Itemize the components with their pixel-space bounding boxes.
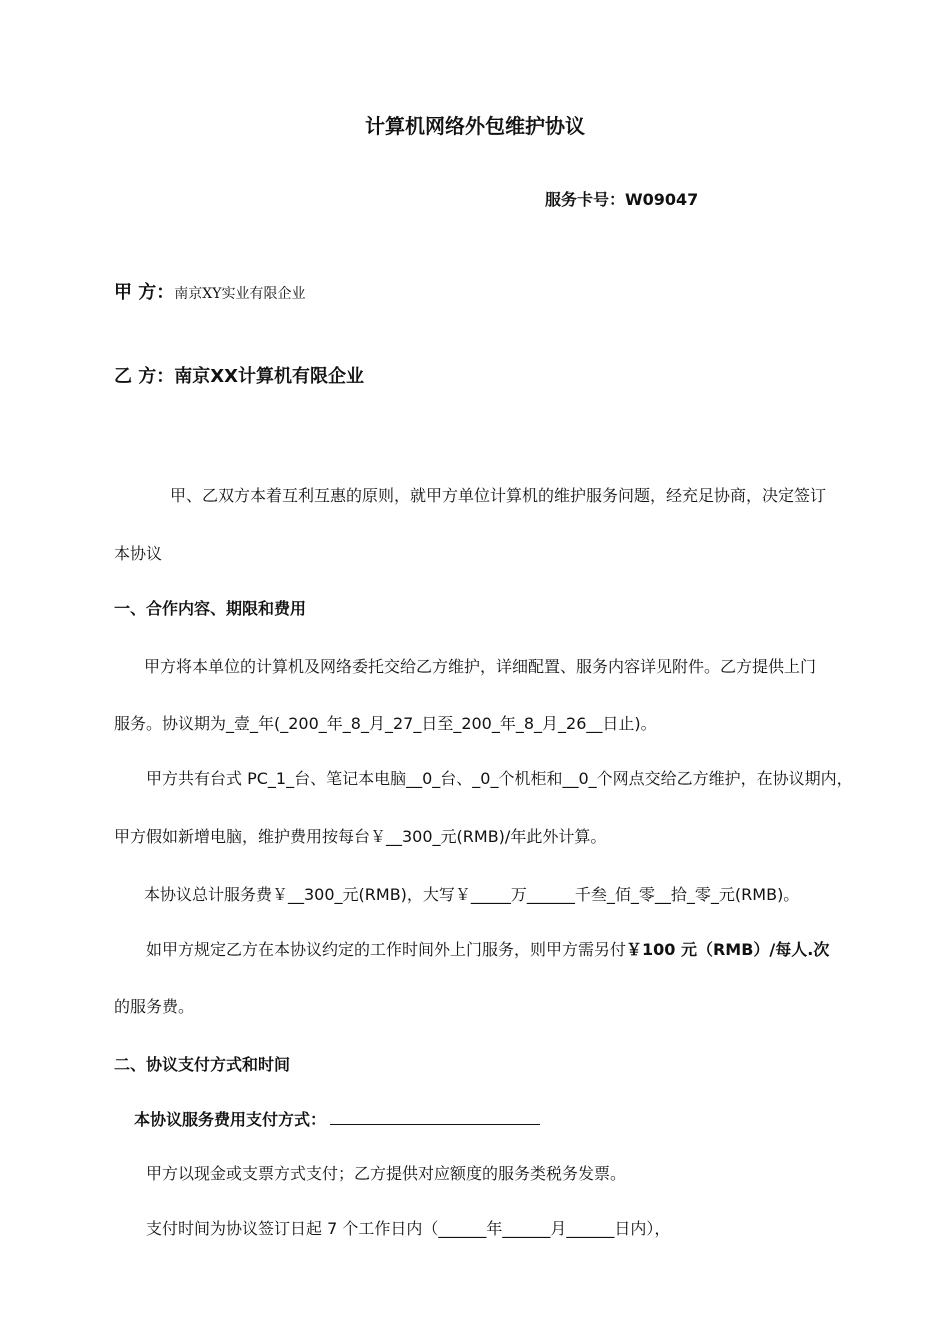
s1-paragraph2-line1: 甲方共有台式 PC_1_台、笔记本电脑__0_台、_0_个机柜和__0_个网点交给乙方维护，在协议期内，: [146, 769, 853, 788]
s2-paragraph1: 甲方以现金或支票方式支付；乙方提供对应额度的服务类税务发票。: [146, 1164, 627, 1183]
intro-paragraph-line2: 本协议: [114, 544, 163, 563]
s1-paragraph4-fee: ￥100 元（RMB）/每人.次: [626, 940, 830, 959]
section-1-heading: 一、合作内容、期限和费用: [114, 599, 307, 618]
service-card-number: 服务卡号：W09047: [545, 190, 699, 209]
intro-paragraph-line1: 甲、乙双方本着互利互惠的原则，就甲方单位计算机的维护服务问题，经充足协商，决定签订: [170, 486, 827, 505]
s1-paragraph4-line1: [146, 939, 829, 961]
payment-method-line: [134, 1109, 540, 1131]
payment-method-label: 本协议服务费用支付方式：: [134, 1110, 327, 1129]
payment-method-blank: [330, 1110, 540, 1125]
section-2-heading: 二、协议支付方式和时间: [114, 1055, 291, 1074]
s1-paragraph4-line2: 的服务费。: [114, 997, 195, 1016]
document-title: 计算机网络外包维护协议: [365, 114, 585, 138]
party-a: [114, 282, 306, 305]
party-a-name: 南京XY实业有限企业: [174, 286, 306, 302]
party-b: 乙 方：南京XX计算机有限企业: [114, 366, 365, 387]
s1-paragraph1-line1: 甲方将本单位的计算机及网络委托交给乙方维护，详细配置、服务内容详见附件。乙方提供上门: [144, 657, 817, 676]
party-a-label: 甲 方：: [114, 282, 175, 303]
s1-paragraph2-line2: 甲方假如新增电脑，维护费用按每台￥__300_元(RMB)/年此外计算。: [114, 827, 607, 846]
s1-paragraph3: 本协议总计服务费￥__300_元(RMB)，大写￥_____万______千叁_佰_零__拾_零_元(RMB)。: [144, 885, 800, 904]
s1-paragraph4-text: 如甲方规定乙方在本协议约定的工作时间外上门服务，则甲方需另付: [146, 940, 627, 959]
s1-paragraph1-line2: 服务。协议期为_壹_年(_200_年_8_月_27_日至_200_年_8_月_26__日止)。: [114, 714, 657, 733]
s2-paragraph2: 支付时间为协议签订日起 7 个工作日内（______年______月______日内），: [146, 1219, 671, 1238]
